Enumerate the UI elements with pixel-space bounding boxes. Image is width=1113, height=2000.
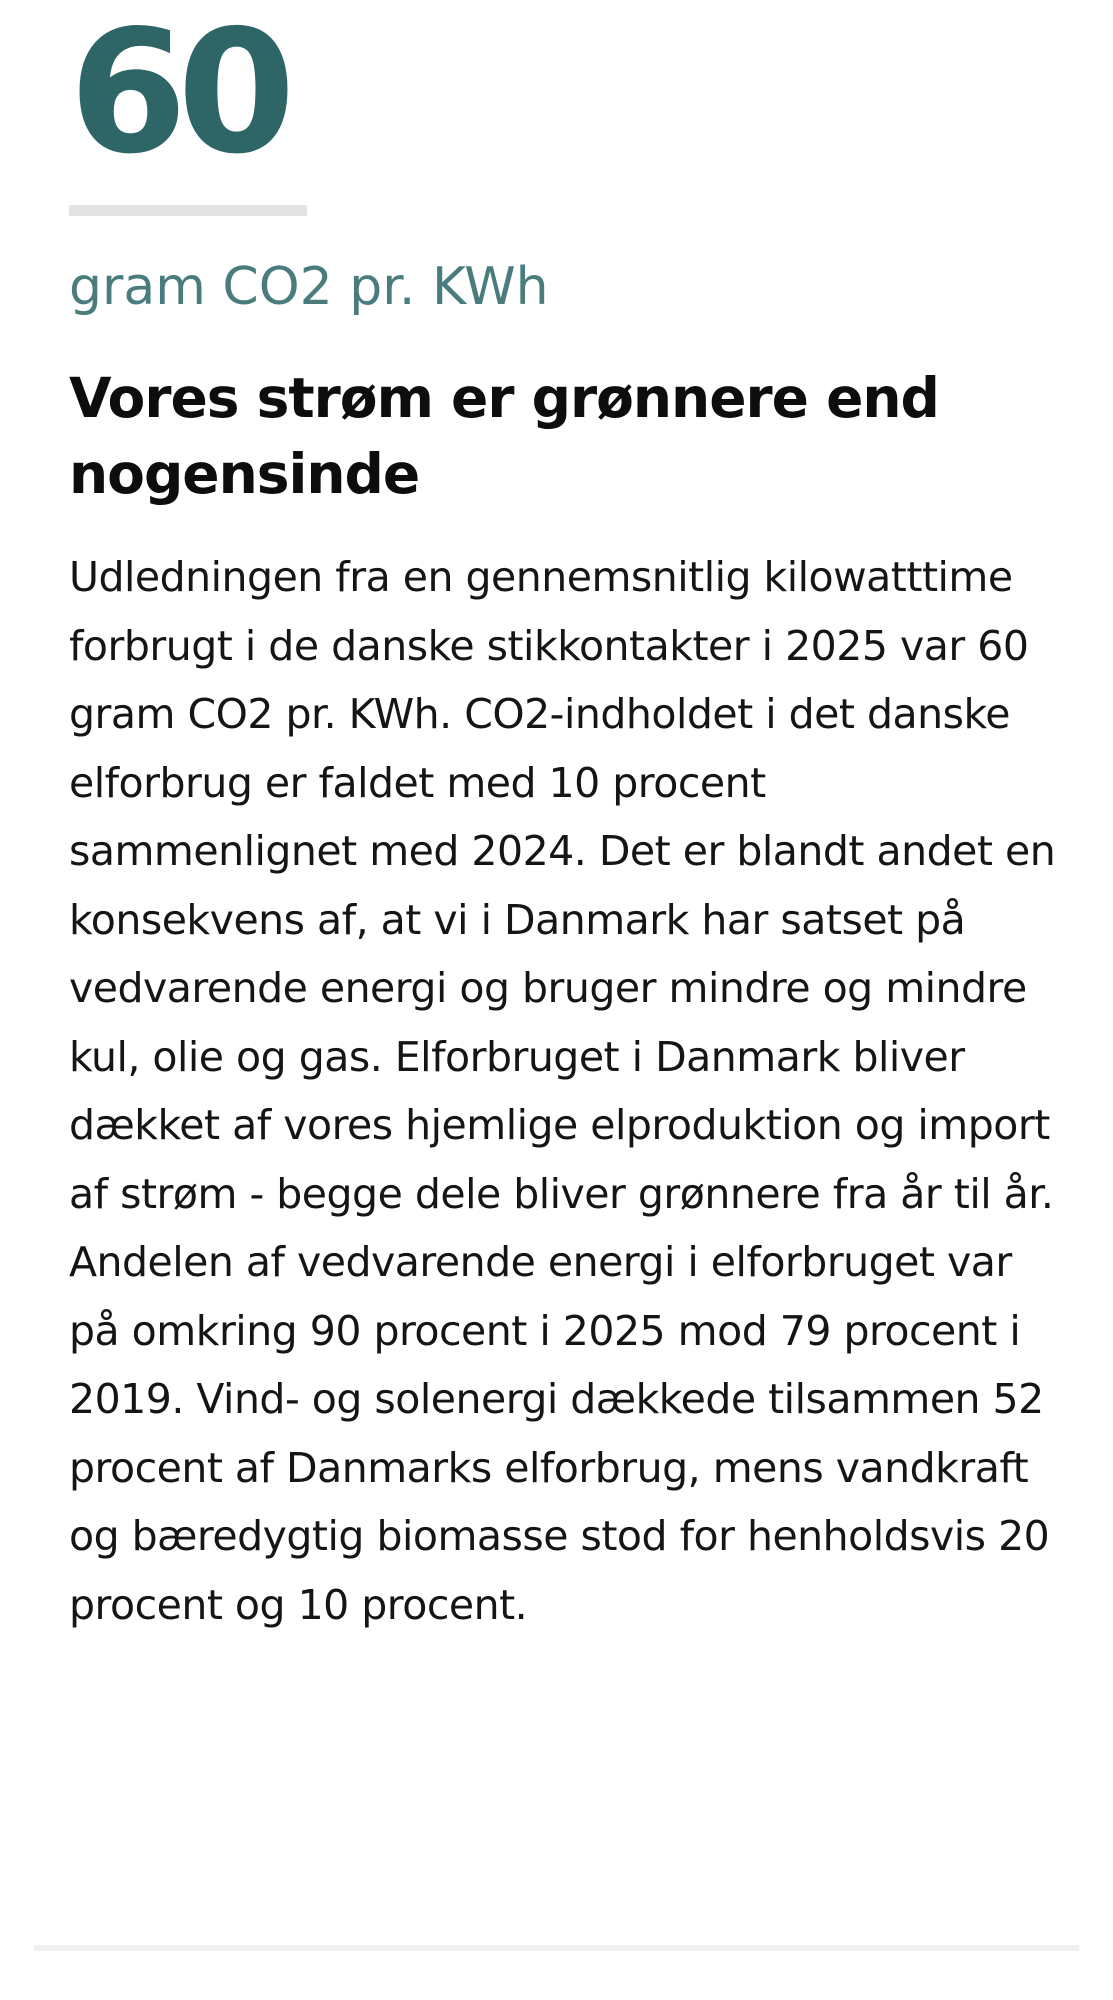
stat-value: 60: [69, 0, 286, 192]
stat-unit: gram CO2 pr. KWh: [69, 257, 549, 317]
stat-underline: [69, 205, 307, 216]
article-body: Udledningen fra en gennemsnitlig kilowatttime forbrugt i de danske stikkontakter i 2025 var 60 gram CO2 pr. KWh. CO2-indholdet i det danske elforbrug er faldet med 10 procent sammenlignet med 2024. Det er blandt andet en konsekvens af, at vi i Danmark har satset på vedvarende energi og bruger mindre og mindre kul, olie og gas. Elforbruget i Danmark bliver dækket af vores hjemlige elproduktion og import af strøm - begge dele bliver grønnere fra år til år. Andelen af vedvarende energi i elforbruget var på omkring 90 procent i 2025 mod 79 procent i 2019. Vind- og solenergi dækkede tilsammen 52 procent af Danmarks elforbrug, mens vandkraft og bæredygtig biomasse stod for henholdsvis 20 procent og 10 procent.: [69, 553, 1056, 1629]
bottom-divider: [34, 1945, 1079, 1951]
article-headline: Vores strøm er grønnere end nogensinde: [69, 366, 939, 506]
